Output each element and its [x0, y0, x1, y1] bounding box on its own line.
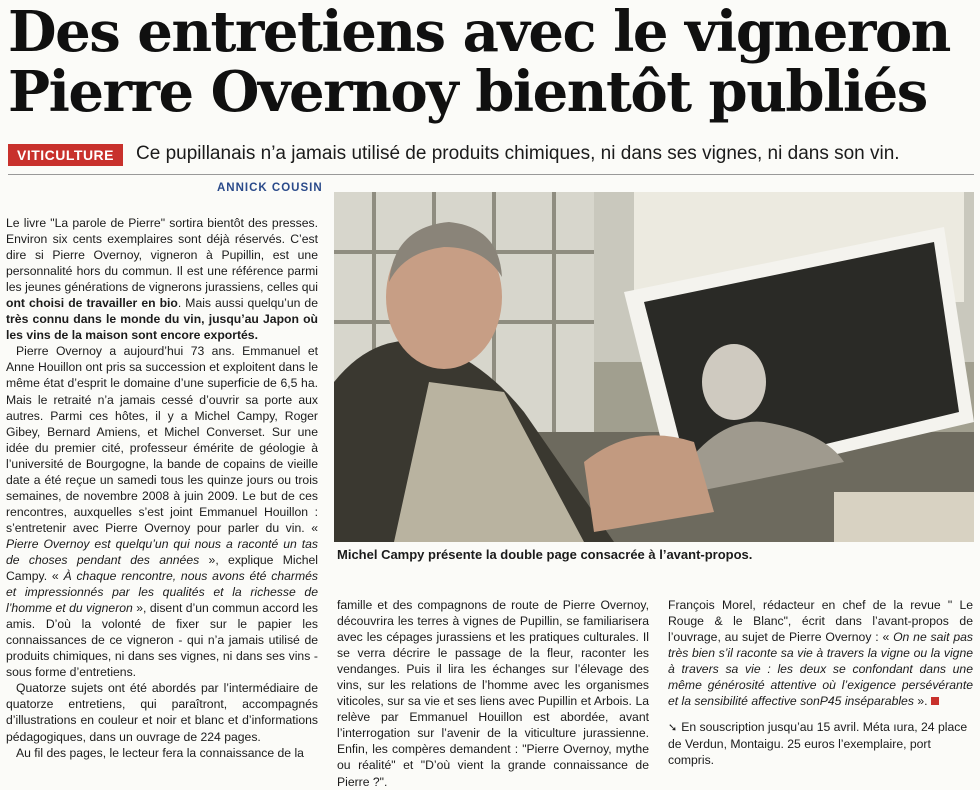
headline-line-2: Pierre Overnoy bientôt publiés	[8, 59, 927, 125]
headline-line-1: Des entretiens avec le vigneron	[8, 0, 950, 65]
quote-italic: Pierre Overnoy est quelqu’un qui nous a raconté un tas de choses pendant des années	[6, 536, 318, 567]
man-holding-book-photo	[334, 192, 974, 542]
arrow-icon: ➘	[668, 722, 678, 735]
section-rubric: VITICULTURE	[8, 144, 123, 166]
text-run-bold: ont choisi de travailler en bio	[6, 296, 178, 311]
text-run: Pierre Overnoy a aujourd’hui 73 ans. Emmanuel et Anne Houillon ont pris sa succession et exploitent dans le même état d’esprit le domaine d’une superficie de 6,5 ha. Mais le retraité n’a jamais cessé d’ouvrir sa porte aux autres. Parmi ces hôtes, il y a Michel Campy, Roger Gibey, Bernard Amiens, et Michel Converset. Sur une idée du premier cité, professeur émérite de géologie à l’université de Bourgogne, la bande de copains de vieille date a été reçue un samedi tous les quinze jours ou trois semaines, de novembre 2008 à juin 2009. Le but de ces rencontres, auxquelles s’est joint Emmanuel Houillon : s’entretenir avec Pierre Overnoy pour parler du vin. «	[6, 344, 318, 535]
end-mark-icon	[931, 697, 939, 705]
divider	[8, 174, 974, 175]
text-run: François Morel, rédacteur en chef de la revue " Le Rouge & le Blanc", écrit dans l’avant-propos de l’ouvrage, au sujet de Pierre Overnoy : «	[668, 598, 973, 645]
article-column-1	[6, 215, 318, 788]
byline: ANNICK COUSIN	[217, 182, 323, 194]
subheadline: Ce pupillanais n’a jamais utilisé de produits chimiques, ni dans ses vignes, ni dans son vin.	[136, 143, 900, 164]
paragraph-1	[6, 215, 318, 343]
headline	[8, 0, 974, 125]
text-run: », disent d’un commun accord les amis. D’où la volonté de fixer sur le papier les connaissances de ce vigneron - qui n’a jamais utilisé de produits chimiques, ni dans ses vignes, ni dans ses vins - sous forme d’entretiens.	[6, 601, 318, 680]
text-run: ».	[913, 694, 928, 709]
quote-italic: On ne sait pas très bien s’il raconte sa vie à travers la vigne ou la vigne à travers sa vie : les deux se confondant dans une même générosité attentive où l’exigence persévérante et la sensibilité affective sonP45 inséparables	[668, 630, 973, 709]
paragraph-5: famille et des compagnons de route de Pierre Overnoy, découvrira les terres à vignes de Pupillin, se familiarisera avec les cépages jurassiens et les pratiques culturales. Il se verra décrire le passage de la fleur, raconter les vendanges. Puis il lira les échanges sur l’élevage des vins, sur les relations de l’homme avec les organismes viticoles, sur sa vie et ses liens avec Pupillin et Arbois. La relève par Emmanuel Houillon est abordée, avant l’interrogation sur l’avenir de la viticulture jurassienne. Enfin, les compères demandent : "Pierre Overnoy, mythe ou réalité" et "D’où vient la grande connaissance de Pierre ?".	[337, 598, 649, 789]
paragraph-4: Au fil des pages, le lecteur fera la connaissance de la	[16, 745, 304, 760]
article-column-3	[668, 597, 973, 768]
article-column-2	[337, 597, 649, 790]
paragraph-3: Quatorze sujets ont été abordés par l’intermédiaire de quatorze entretiens, qui paraîtront, accompagnés d’illustrations en couleur et noir et blanc et d’informations pédagogiques, dans un ouvrage de 224 pages.	[6, 681, 318, 744]
subscription-info	[668, 719, 973, 768]
paragraph-6	[668, 597, 973, 709]
paragraph-2	[6, 343, 318, 680]
text-run: . Mais aussi quelqu’un de	[177, 296, 318, 311]
text-run-bold: très connu dans le monde du vin, jusqu’au Japon où les vins de la maison sont encore exportés.	[6, 312, 318, 343]
quote-italic: À chaque rencontre, nous avons été charmés et impressionnés par les qualités et la richesse de l’homme et du vigneron	[6, 569, 318, 616]
info-text: En souscription jusqu’au 15 avril. Méta ıura, 24 place de Verdun, Montaigu. 25 euros l’exemplaire, port compris.	[668, 720, 968, 768]
text-run: Le livre "La parole de Pierre" sortira bientôt des presses. Environ six cents exemplaires sont déjà réservés. C’est dire si Pierre Overnoy, vigneron à Pupillin, est une personnalité hors du commun. Il est une référence parmi les jeunes générations de vignerons jurassiens, celles qui	[6, 216, 318, 295]
photo-caption: Michel Campy présente la double page consacrée à l’avant-propos.	[337, 547, 753, 562]
article-photo	[334, 192, 974, 542]
text-run: », explique Michel Campy. «	[6, 552, 318, 584]
